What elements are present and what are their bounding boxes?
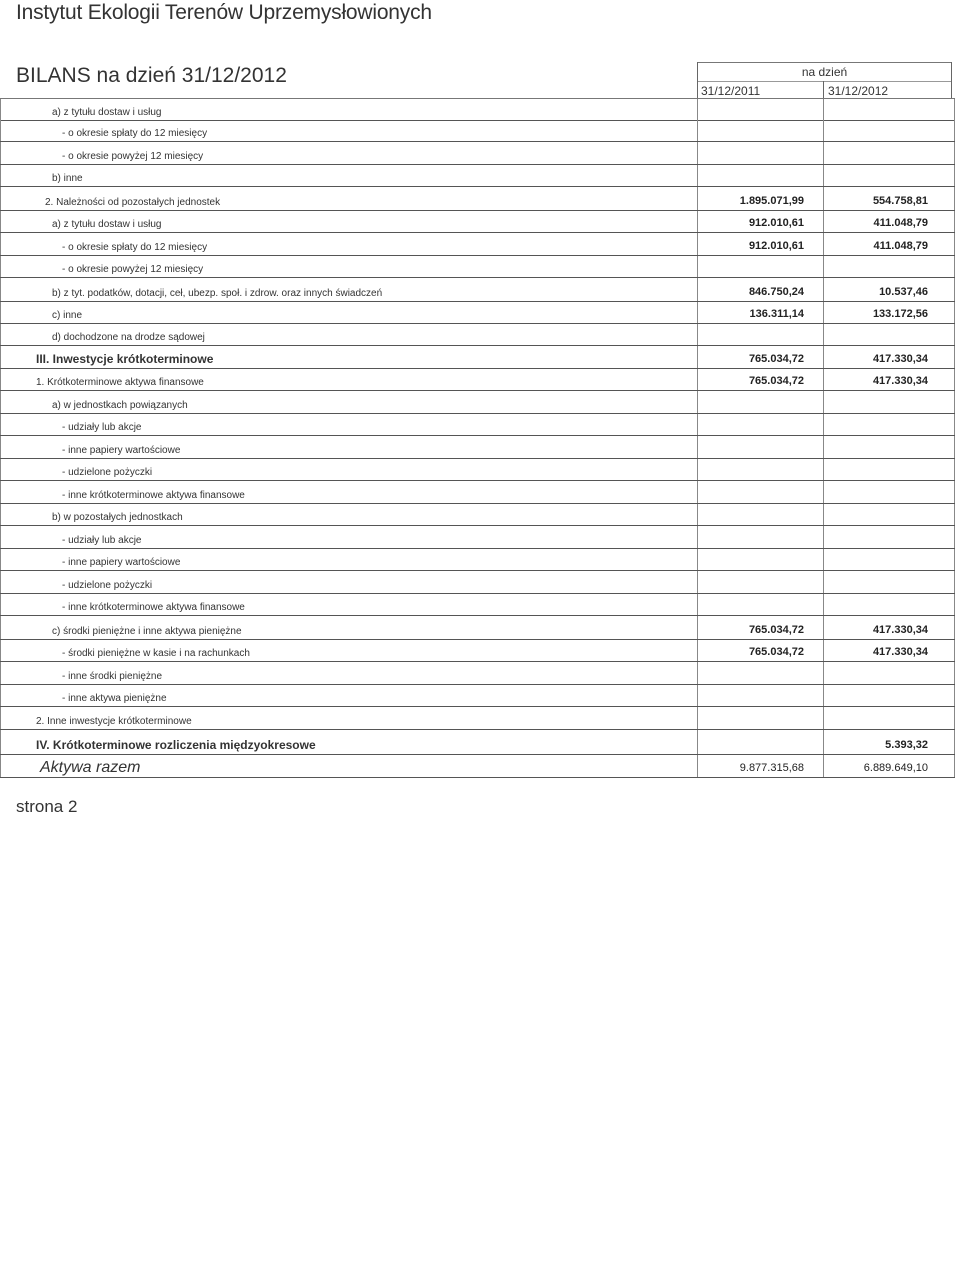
row-label: Aktywa razem bbox=[40, 759, 141, 776]
row-label: b) z tyt. podatków, dotacji, ceł, ubezp. społ. i zdrow. oraz innych świadczeń bbox=[52, 288, 383, 299]
value-2012: 6.889.649,10 bbox=[863, 762, 928, 774]
row-label: - inne środki pieniężne bbox=[62, 671, 163, 682]
section-row bbox=[0, 346, 955, 369]
table-row bbox=[0, 211, 955, 233]
table-row bbox=[0, 256, 955, 278]
value-2011: 1.895.071,99 bbox=[739, 195, 804, 207]
page-number: strona 2 bbox=[16, 797, 78, 816]
table-row bbox=[0, 594, 955, 616]
value-2012: 411.048,79 bbox=[873, 217, 928, 229]
value-2012: 554.758,81 bbox=[872, 195, 928, 207]
row-label: - inne papiery wartościowe bbox=[62, 557, 181, 568]
table-row bbox=[0, 98, 955, 121]
value-2012: 10.537,46 bbox=[879, 286, 928, 298]
row-label: - udziały lub akcje bbox=[62, 535, 142, 546]
column-group-label: na dzień bbox=[801, 65, 848, 79]
table-row bbox=[0, 187, 955, 211]
table-row bbox=[0, 391, 955, 414]
value-2011: 765.034,72 bbox=[748, 624, 804, 636]
table-row bbox=[0, 324, 955, 346]
column-date-2011: 31/12/2011 bbox=[701, 84, 761, 98]
row-label: - inne krótkoterminowe aktywa finansowe bbox=[62, 490, 245, 501]
row-label: a) w jednostkach powiązanych bbox=[52, 400, 188, 411]
column-header bbox=[697, 62, 952, 98]
value-2011: 765.034,72 bbox=[748, 375, 804, 387]
value-2011: 846.750,24 bbox=[748, 286, 804, 298]
value-2012: 133.172,56 bbox=[872, 308, 928, 320]
table-row bbox=[0, 685, 955, 707]
table-row bbox=[0, 278, 955, 302]
row-label: - o okresie powyżej 12 miesięcy bbox=[62, 151, 204, 162]
total-row bbox=[0, 755, 955, 778]
value-2011: 912.010,61 bbox=[748, 240, 804, 252]
row-label: - udzielone pożyczki bbox=[62, 467, 153, 478]
value-2011: 765.034,72 bbox=[748, 353, 804, 365]
value-2012: 417.330,34 bbox=[872, 624, 928, 636]
value-2011: 912.010,61 bbox=[748, 217, 804, 229]
section-row bbox=[0, 730, 955, 755]
row-label: b) inne bbox=[52, 173, 83, 184]
institution-name: Instytut Ekologii Terenów Uprzemysłowionych bbox=[16, 1, 432, 24]
value-2011: 136.311,14 bbox=[749, 308, 804, 320]
report-title: BILANS na dzień 31/12/2012 bbox=[16, 64, 287, 87]
row-label: - inne papiery wartościowe bbox=[62, 445, 181, 456]
row-label: - o okresie spłaty do 12 miesięcy bbox=[62, 242, 208, 253]
table-row bbox=[0, 616, 955, 640]
value-2012: 5.393,32 bbox=[885, 739, 928, 751]
row-label: III. Inwestycje krótkoterminowe bbox=[36, 352, 214, 366]
row-label: IV. Krótkoterminowe rozliczenia międzyokresowe bbox=[36, 738, 316, 752]
table-row bbox=[0, 481, 955, 504]
table-row bbox=[0, 120, 955, 142]
row-label: c) inne bbox=[52, 310, 83, 321]
value-2012: 417.330,34 bbox=[872, 375, 928, 387]
table-row bbox=[0, 142, 955, 165]
value-2011: 9.877.315,68 bbox=[739, 762, 804, 774]
table-row bbox=[0, 165, 955, 187]
table-row bbox=[0, 571, 955, 594]
table-row bbox=[0, 662, 955, 685]
row-label: - inne aktywa pieniężne bbox=[62, 693, 167, 704]
row-label: c) środki pieniężne i inne aktywa pieniężne bbox=[52, 626, 242, 637]
row-label: - udziały lub akcje bbox=[62, 422, 142, 433]
row-label: 2. Należności od pozostałych jednostek bbox=[45, 197, 221, 208]
column-date-2012: 31/12/2012 bbox=[828, 84, 889, 98]
table-row bbox=[0, 707, 955, 730]
table-row bbox=[0, 414, 955, 436]
row-label: - o okresie spłaty do 12 miesięcy bbox=[62, 128, 208, 139]
row-label: b) w pozostałych jednostkach bbox=[52, 512, 183, 523]
table-row bbox=[0, 302, 955, 324]
value-2012: 411.048,79 bbox=[873, 240, 928, 252]
row-label: - inne krótkoterminowe aktywa finansowe bbox=[62, 602, 245, 613]
table-row bbox=[0, 369, 955, 391]
row-label: - o okresie powyżej 12 miesięcy bbox=[62, 264, 204, 275]
table-row bbox=[0, 504, 955, 526]
table-row bbox=[0, 526, 955, 549]
row-label: - środki pieniężne w kasie i na rachunkach bbox=[62, 648, 250, 659]
value-2012: 417.330,34 bbox=[872, 353, 928, 365]
table-row bbox=[0, 459, 955, 481]
row-label: d) dochodzone na drodze sądowej bbox=[52, 332, 205, 343]
table-row bbox=[0, 549, 955, 571]
row-label: a) z tytułu dostaw i usług bbox=[52, 219, 162, 230]
row-label: a) z tytułu dostaw i usług bbox=[52, 107, 162, 118]
row-label: 2. Inne inwestycje krótkoterminowe bbox=[36, 716, 192, 727]
table-row bbox=[0, 233, 955, 256]
row-label: 1. Krótkoterminowe aktywa finansowe bbox=[36, 377, 204, 388]
value-2012: 417.330,34 bbox=[872, 646, 928, 658]
table-row bbox=[0, 640, 955, 662]
value-2011: 765.034,72 bbox=[748, 646, 804, 658]
table-row bbox=[0, 436, 955, 459]
row-label: - udzielone pożyczki bbox=[62, 580, 153, 591]
